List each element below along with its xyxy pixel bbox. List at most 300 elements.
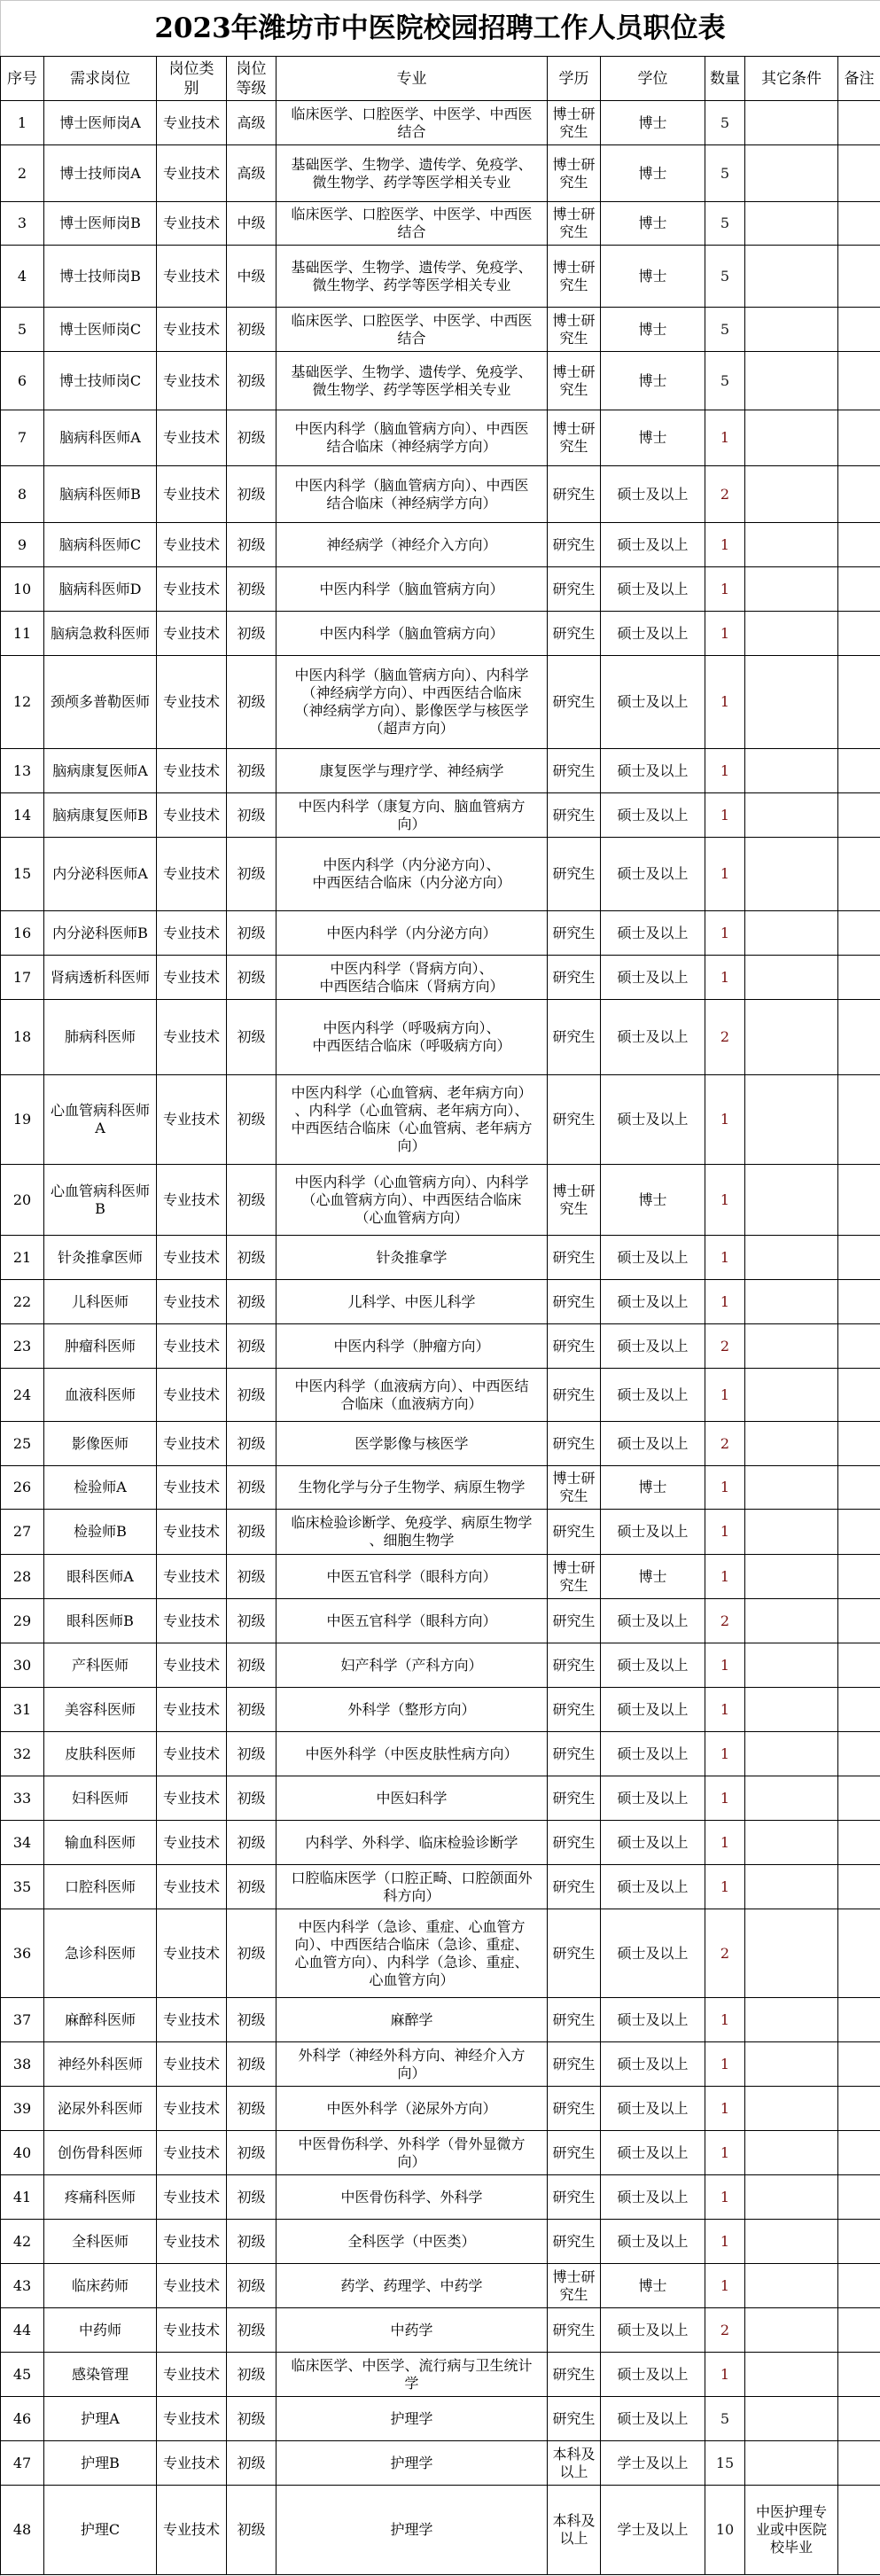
cell-other xyxy=(745,911,838,956)
cell-type: 专业技术 xyxy=(157,2087,227,2131)
cell-degree: 博士 xyxy=(601,308,705,352)
cell-level: 初级 xyxy=(227,1000,276,1075)
cell-post: 全科医师 xyxy=(44,2220,157,2264)
cell-other xyxy=(745,1821,838,1865)
cell-degree: 硕士及以上 xyxy=(601,2175,705,2220)
cell-no: 39 xyxy=(1,2087,44,2131)
header-no: 序号 xyxy=(1,57,44,101)
cell-level: 初级 xyxy=(227,352,276,410)
cell-count: 1 xyxy=(705,1555,745,1599)
cell-edu: 研究生 xyxy=(548,523,601,567)
table-row xyxy=(1,2220,880,2264)
cell-major: 医学影像与核医学 xyxy=(276,1422,548,1466)
cell-major: 药学、药理学、中药学 xyxy=(276,2264,548,2308)
cell-count: 2 xyxy=(705,1324,745,1369)
cell-note xyxy=(838,523,880,567)
cell-level: 中级 xyxy=(227,246,276,308)
cell-major: 中医内科学（心血管病、老年病方向） 、内科学（心血管病、老年病方向）、 中西医结合临床（心血管病、老年病方 向） xyxy=(276,1075,548,1165)
cell-no: 13 xyxy=(1,749,44,793)
cell-type: 专业技术 xyxy=(157,749,227,793)
cell-major: 中医内科学（内分泌方向）、 中西医结合临床（内分泌方向） xyxy=(276,838,548,911)
cell-type: 专业技术 xyxy=(157,1732,227,1776)
cell-level: 初级 xyxy=(227,523,276,567)
cell-count: 1 xyxy=(705,656,745,749)
cell-edu: 研究生 xyxy=(548,911,601,956)
cell-count: 1 xyxy=(705,1466,745,1510)
cell-level: 初级 xyxy=(227,1599,276,1643)
cell-no: 18 xyxy=(1,1000,44,1075)
cell-degree: 硕士及以上 xyxy=(601,1776,705,1821)
cell-degree: 学士及以上 xyxy=(601,2441,705,2486)
cell-other xyxy=(745,145,838,202)
cell-degree: 硕士及以上 xyxy=(601,1821,705,1865)
cell-post: 博士技师岗B xyxy=(44,246,157,308)
cell-type: 专业技术 xyxy=(157,1909,227,1998)
cell-type: 专业技术 xyxy=(157,523,227,567)
cell-count: 10 xyxy=(705,2486,745,2575)
cell-type: 专业技术 xyxy=(157,1821,227,1865)
cell-type: 专业技术 xyxy=(157,1422,227,1466)
cell-degree: 硕士及以上 xyxy=(601,911,705,956)
cell-post: 博士技师岗C xyxy=(44,352,157,410)
cell-no: 8 xyxy=(1,466,44,523)
cell-no: 36 xyxy=(1,1909,44,1998)
cell-note xyxy=(838,2308,880,2353)
table-row xyxy=(1,2087,880,2131)
cell-major: 中医内科学（内分泌方向） xyxy=(276,911,548,956)
table-row xyxy=(1,202,880,246)
table-row xyxy=(1,101,880,145)
cell-major: 中医内科学（脑血管病方向）、内科学 （神经病学方向）、中西医结合临床 （神经病学方向）、影像医学与核医学 （超声方向） xyxy=(276,656,548,749)
table-row xyxy=(1,1165,880,1236)
cell-note xyxy=(838,1909,880,1998)
cell-other xyxy=(745,2175,838,2220)
cell-no: 31 xyxy=(1,1688,44,1732)
cell-other xyxy=(745,202,838,246)
cell-major: 中医内科学（脑血管病方向）、中西医 结合临床（神经病学方向） xyxy=(276,410,548,466)
cell-type: 专业技术 xyxy=(157,1324,227,1369)
cell-no: 44 xyxy=(1,2308,44,2353)
cell-major: 外科学（神经外科方向、神经介入方 向） xyxy=(276,2042,548,2087)
cell-major: 中医内科学（呼吸病方向）、 中西医结合临床（呼吸病方向） xyxy=(276,1000,548,1075)
table-row xyxy=(1,1732,880,1776)
cell-no: 27 xyxy=(1,1510,44,1555)
cell-post: 脑病科医师D xyxy=(44,567,157,612)
header-edu: 学历 xyxy=(548,57,601,101)
cell-count: 2 xyxy=(705,1422,745,1466)
cell-major: 临床医学、口腔医学、中医学、中西医 结合 xyxy=(276,202,548,246)
cell-note xyxy=(838,1324,880,1369)
cell-level: 初级 xyxy=(227,612,276,656)
table-row xyxy=(1,1821,880,1865)
cell-major: 中医内科学（康复方向、脑血管病方 向） xyxy=(276,793,548,838)
cell-major: 神经病学（神经介入方向） xyxy=(276,523,548,567)
cell-post: 血液科医师 xyxy=(44,1369,157,1422)
cell-count: 2 xyxy=(705,1599,745,1643)
cell-type: 专业技术 xyxy=(157,308,227,352)
cell-count: 1 xyxy=(705,1865,745,1909)
cell-other xyxy=(745,1510,838,1555)
cell-post: 创伤骨科医师 xyxy=(44,2131,157,2175)
cell-edu: 研究生 xyxy=(548,656,601,749)
table-row xyxy=(1,956,880,1000)
table-row xyxy=(1,1776,880,1821)
cell-count: 1 xyxy=(705,2131,745,2175)
cell-degree: 硕士及以上 xyxy=(601,612,705,656)
cell-edu: 本科及 以上 xyxy=(548,2486,601,2575)
cell-count: 5 xyxy=(705,308,745,352)
table-row xyxy=(1,793,880,838)
header-row xyxy=(1,57,880,101)
cell-major: 临床医学、口腔医学、中医学、中西医 结合 xyxy=(276,308,548,352)
cell-note xyxy=(838,1510,880,1555)
cell-other xyxy=(745,2042,838,2087)
cell-post: 儿科医师 xyxy=(44,1280,157,1324)
table-row xyxy=(1,2175,880,2220)
cell-edu: 研究生 xyxy=(548,2353,601,2397)
cell-level: 初级 xyxy=(227,749,276,793)
cell-level: 初级 xyxy=(227,1643,276,1688)
cell-post: 脑病康复医师A xyxy=(44,749,157,793)
cell-count: 5 xyxy=(705,246,745,308)
cell-count: 5 xyxy=(705,202,745,246)
cell-count: 1 xyxy=(705,2264,745,2308)
cell-other xyxy=(745,1466,838,1510)
cell-type: 专业技术 xyxy=(157,1643,227,1688)
cell-post: 心血管病科医师A xyxy=(44,1075,157,1165)
cell-major: 麻醉学 xyxy=(276,1998,548,2042)
cell-post: 中药师 xyxy=(44,2308,157,2353)
cell-other xyxy=(745,1236,838,1280)
cell-level: 中级 xyxy=(227,202,276,246)
cell-degree: 硕士及以上 xyxy=(601,2042,705,2087)
cell-edu: 研究生 xyxy=(548,793,601,838)
cell-note xyxy=(838,202,880,246)
cell-major: 临床医学、口腔医学、中医学、中西医 结合 xyxy=(276,101,548,145)
cell-post: 检验师B xyxy=(44,1510,157,1555)
table-row xyxy=(1,1236,880,1280)
cell-note xyxy=(838,1466,880,1510)
cell-degree: 硕士及以上 xyxy=(601,1000,705,1075)
cell-post: 口腔科医师 xyxy=(44,1865,157,1909)
cell-note xyxy=(838,1821,880,1865)
cell-degree: 博士 xyxy=(601,1555,705,1599)
header-count: 数量 xyxy=(705,57,745,101)
cell-other xyxy=(745,523,838,567)
cell-degree: 博士 xyxy=(601,1165,705,1236)
cell-level: 高级 xyxy=(227,101,276,145)
cell-count: 1 xyxy=(705,838,745,911)
cell-count: 5 xyxy=(705,352,745,410)
cell-other: 中医护理专 业或中医院 校毕业 xyxy=(745,2486,838,2575)
cell-note xyxy=(838,2486,880,2575)
cell-major: 临床医学、中医学、流行病与卫生统计 学 xyxy=(276,2353,548,2397)
table-row xyxy=(1,1466,880,1510)
cell-post: 感染管理 xyxy=(44,2353,157,2397)
cell-note xyxy=(838,749,880,793)
cell-edu: 研究生 xyxy=(548,1998,601,2042)
cell-major: 中医内科学（脑血管病方向） xyxy=(276,567,548,612)
cell-no: 9 xyxy=(1,523,44,567)
cell-other xyxy=(745,2441,838,2486)
cell-post: 护理A xyxy=(44,2397,157,2441)
cell-no: 48 xyxy=(1,2486,44,2575)
cell-type: 专业技术 xyxy=(157,202,227,246)
table-row xyxy=(1,246,880,308)
cell-note xyxy=(838,1998,880,2042)
cell-edu: 研究生 xyxy=(548,1732,601,1776)
cell-count: 1 xyxy=(705,410,745,466)
cell-type: 专业技术 xyxy=(157,656,227,749)
cell-note xyxy=(838,466,880,523)
cell-edu: 研究生 xyxy=(548,1422,601,1466)
cell-no: 15 xyxy=(1,838,44,911)
cell-note xyxy=(838,2441,880,2486)
cell-type: 专业技术 xyxy=(157,1599,227,1643)
cell-edu: 研究生 xyxy=(548,567,601,612)
cell-degree: 硕士及以上 xyxy=(601,1422,705,1466)
cell-major: 中医五官科学（眼科方向） xyxy=(276,1555,548,1599)
cell-level: 初级 xyxy=(227,1732,276,1776)
cell-note xyxy=(838,1643,880,1688)
cell-type: 专业技术 xyxy=(157,1776,227,1821)
cell-edu: 研究生 xyxy=(548,838,601,911)
cell-edu: 博士研 究生 xyxy=(548,1165,601,1236)
cell-type: 专业技术 xyxy=(157,1466,227,1510)
cell-other xyxy=(745,656,838,749)
cell-major: 中医内科学（脑血管病方向） xyxy=(276,612,548,656)
cell-type: 专业技术 xyxy=(157,911,227,956)
cell-count: 2 xyxy=(705,466,745,523)
cell-degree: 硕士及以上 xyxy=(601,1865,705,1909)
cell-edu: 研究生 xyxy=(548,1280,601,1324)
cell-other xyxy=(745,466,838,523)
cell-other xyxy=(745,410,838,466)
cell-no: 12 xyxy=(1,656,44,749)
cell-level: 初级 xyxy=(227,1369,276,1422)
cell-edu: 研究生 xyxy=(548,612,601,656)
table-row xyxy=(1,2131,880,2175)
cell-no: 17 xyxy=(1,956,44,1000)
cell-major: 中医骨伤科学、外科学（骨外显微方 向） xyxy=(276,2131,548,2175)
cell-note xyxy=(838,1000,880,1075)
cell-other xyxy=(745,793,838,838)
cell-count: 1 xyxy=(705,749,745,793)
cell-edu: 研究生 xyxy=(548,2308,601,2353)
cell-post: 影像医师 xyxy=(44,1422,157,1466)
cell-note xyxy=(838,1075,880,1165)
cell-major: 基础医学、生物学、遗传学、免疫学、 微生物学、药学等医学相关专业 xyxy=(276,352,548,410)
header-degree: 学位 xyxy=(601,57,705,101)
cell-no: 45 xyxy=(1,2353,44,2397)
cell-degree: 硕士及以上 xyxy=(601,2220,705,2264)
cell-level: 初级 xyxy=(227,2131,276,2175)
table-row xyxy=(1,1599,880,1643)
cell-post: 内分泌科医师A xyxy=(44,838,157,911)
table-row xyxy=(1,145,880,202)
cell-post: 泌尿外科医师 xyxy=(44,2087,157,2131)
cell-note xyxy=(838,2264,880,2308)
cell-note xyxy=(838,838,880,911)
cell-level: 初级 xyxy=(227,2087,276,2131)
cell-count: 1 xyxy=(705,956,745,1000)
table-row xyxy=(1,352,880,410)
cell-edu: 博士研 究生 xyxy=(548,246,601,308)
cell-level: 初级 xyxy=(227,567,276,612)
cell-no: 35 xyxy=(1,1865,44,1909)
cell-degree: 硕士及以上 xyxy=(601,1510,705,1555)
cell-degree: 硕士及以上 xyxy=(601,523,705,567)
table-row xyxy=(1,2397,880,2441)
cell-no: 11 xyxy=(1,612,44,656)
cell-no: 26 xyxy=(1,1466,44,1510)
table-row xyxy=(1,2441,880,2486)
table-row xyxy=(1,1324,880,1369)
cell-degree: 硕士及以上 xyxy=(601,2087,705,2131)
cell-degree: 硕士及以上 xyxy=(601,2131,705,2175)
cell-count: 1 xyxy=(705,1998,745,2042)
cell-degree: 硕士及以上 xyxy=(601,1909,705,1998)
cell-other xyxy=(745,246,838,308)
cell-note xyxy=(838,2087,880,2131)
cell-no: 46 xyxy=(1,2397,44,2441)
table-row xyxy=(1,1643,880,1688)
cell-edu: 博士研 究生 xyxy=(548,1555,601,1599)
cell-no: 28 xyxy=(1,1555,44,1599)
cell-post: 颈颅多普勒医师 xyxy=(44,656,157,749)
cell-other xyxy=(745,1075,838,1165)
cell-post: 疼痛科医师 xyxy=(44,2175,157,2220)
cell-count: 1 xyxy=(705,2087,745,2131)
cell-note xyxy=(838,101,880,145)
cell-count: 1 xyxy=(705,1732,745,1776)
cell-other xyxy=(745,1000,838,1075)
cell-degree: 硕士及以上 xyxy=(601,749,705,793)
cell-level: 初级 xyxy=(227,2264,276,2308)
cell-count: 5 xyxy=(705,101,745,145)
cell-degree: 硕士及以上 xyxy=(601,1280,705,1324)
cell-no: 29 xyxy=(1,1599,44,1643)
cell-type: 专业技术 xyxy=(157,145,227,202)
cell-no: 19 xyxy=(1,1075,44,1165)
cell-major: 中医外科学（泌尿外方向） xyxy=(276,2087,548,2131)
cell-edu: 博士研 究生 xyxy=(548,1466,601,1510)
cell-post: 博士医师岗C xyxy=(44,308,157,352)
cell-edu: 研究生 xyxy=(548,2220,601,2264)
cell-note xyxy=(838,2220,880,2264)
cell-post: 临床药师 xyxy=(44,2264,157,2308)
cell-other xyxy=(745,612,838,656)
cell-note xyxy=(838,2042,880,2087)
cell-degree: 硕士及以上 xyxy=(601,567,705,612)
cell-level: 初级 xyxy=(227,2441,276,2486)
cell-post: 检验师A xyxy=(44,1466,157,1510)
cell-level: 初级 xyxy=(227,308,276,352)
cell-degree: 硕士及以上 xyxy=(601,1369,705,1422)
cell-type: 专业技术 xyxy=(157,838,227,911)
cell-edu: 研究生 xyxy=(548,1369,601,1422)
cell-other xyxy=(745,2353,838,2397)
header-other: 其它条件 xyxy=(745,57,838,101)
cell-type: 专业技术 xyxy=(157,2397,227,2441)
cell-type: 专业技术 xyxy=(157,2175,227,2220)
cell-level: 初级 xyxy=(227,466,276,523)
cell-level: 初级 xyxy=(227,2397,276,2441)
cell-type: 专业技术 xyxy=(157,2441,227,2486)
cell-level: 初级 xyxy=(227,1075,276,1165)
cell-note xyxy=(838,2397,880,2441)
cell-type: 专业技术 xyxy=(157,1369,227,1422)
cell-level: 初级 xyxy=(227,1324,276,1369)
cell-count: 1 xyxy=(705,1165,745,1236)
cell-count: 1 xyxy=(705,2042,745,2087)
table-row xyxy=(1,1909,880,1998)
cell-degree: 博士 xyxy=(601,101,705,145)
cell-count: 2 xyxy=(705,1000,745,1075)
cell-note xyxy=(838,567,880,612)
cell-edu: 研究生 xyxy=(548,1821,601,1865)
cell-post: 产科医师 xyxy=(44,1643,157,1688)
cell-edu: 研究生 xyxy=(548,749,601,793)
cell-degree: 博士 xyxy=(601,202,705,246)
page-title: 2023年潍坊市中医院校园招聘工作人员职位表 xyxy=(154,12,726,44)
cell-no: 42 xyxy=(1,2220,44,2264)
cell-edu: 研究生 xyxy=(548,2397,601,2441)
cell-type: 专业技术 xyxy=(157,612,227,656)
cell-degree: 硕士及以上 xyxy=(601,1236,705,1280)
cell-major: 基础医学、生物学、遗传学、免疫学、 微生物学、药学等医学相关专业 xyxy=(276,145,548,202)
cell-major: 生物化学与分子生物学、病原生物学 xyxy=(276,1466,548,1510)
cell-no: 32 xyxy=(1,1732,44,1776)
cell-level: 初级 xyxy=(227,656,276,749)
cell-degree: 硕士及以上 xyxy=(601,1732,705,1776)
cell-degree: 硕士及以上 xyxy=(601,1599,705,1643)
cell-note xyxy=(838,2353,880,2397)
cell-no: 3 xyxy=(1,202,44,246)
cell-post: 脑病科医师B xyxy=(44,466,157,523)
cell-level: 初级 xyxy=(227,1422,276,1466)
cell-level: 初级 xyxy=(227,1688,276,1732)
cell-post: 针灸推拿医师 xyxy=(44,1236,157,1280)
cell-count: 1 xyxy=(705,2220,745,2264)
positions-table xyxy=(0,56,880,2575)
cell-post: 护理B xyxy=(44,2441,157,2486)
cell-level: 初级 xyxy=(227,1998,276,2042)
cell-major: 中医外科学（中医皮肤性病方向） xyxy=(276,1732,548,1776)
cell-no: 4 xyxy=(1,246,44,308)
cell-major: 针灸推拿学 xyxy=(276,1236,548,1280)
cell-count: 1 xyxy=(705,1821,745,1865)
table-row xyxy=(1,1422,880,1466)
cell-edu: 研究生 xyxy=(548,1643,601,1688)
cell-edu: 研究生 xyxy=(548,1599,601,1643)
cell-other xyxy=(745,308,838,352)
cell-type: 专业技术 xyxy=(157,1236,227,1280)
cell-level: 初级 xyxy=(227,838,276,911)
table-body xyxy=(1,101,880,2575)
cell-post: 博士技师岗A xyxy=(44,145,157,202)
cell-major: 内科学、外科学、临床检验诊断学 xyxy=(276,1821,548,1865)
table-row xyxy=(1,523,880,567)
cell-count: 1 xyxy=(705,793,745,838)
table-row xyxy=(1,749,880,793)
cell-other xyxy=(745,1909,838,1998)
cell-note xyxy=(838,145,880,202)
cell-no: 10 xyxy=(1,567,44,612)
cell-major: 中医内科学（心血管病方向）、内科学 （心血管病方向）、中西医结合临床 （心血管病方向） xyxy=(276,1165,548,1236)
cell-other xyxy=(745,1324,838,1369)
cell-note xyxy=(838,1776,880,1821)
